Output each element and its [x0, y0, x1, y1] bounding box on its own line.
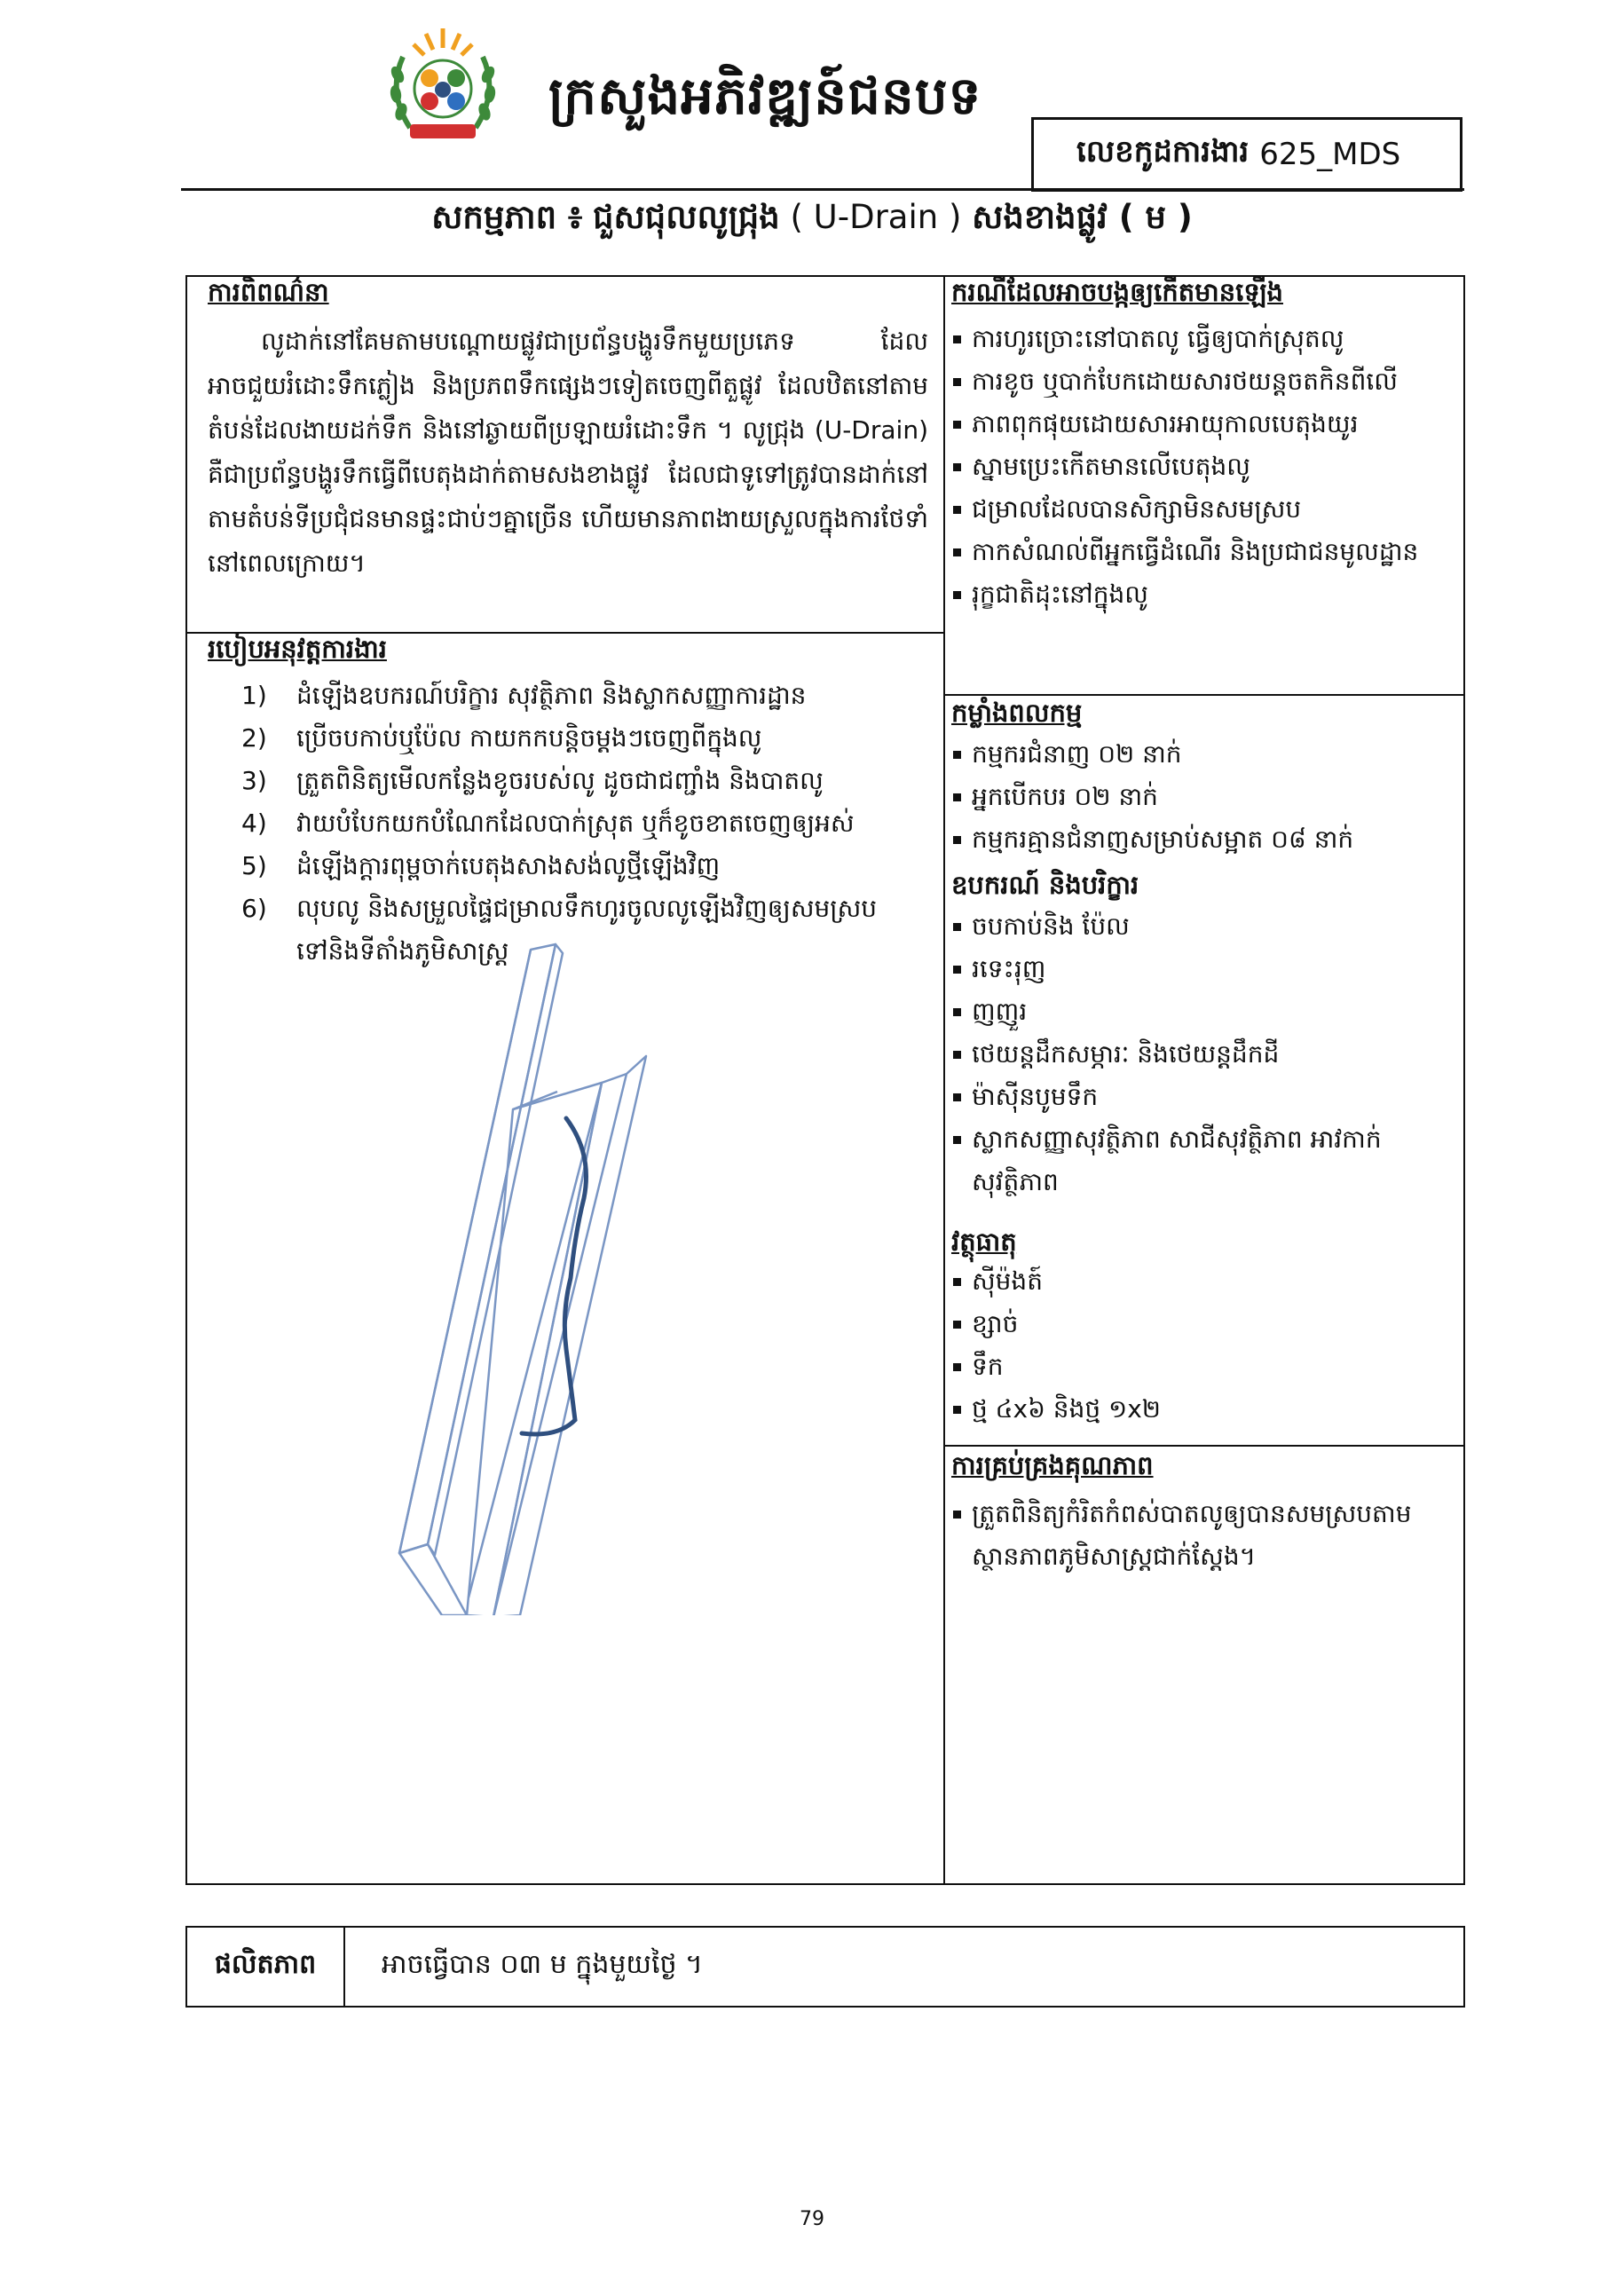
- list-item: ញញួរ: [953, 990, 1450, 1033]
- list-item: ស្នាមប្រេះកើតមានលើបេតុងលូ: [953, 446, 1450, 488]
- productivity-value: អាចធ្វើបាន ០៣ ម ក្នុងមួយថ្ងៃ ។: [382, 1949, 703, 1980]
- right-row-divider-2: [943, 1445, 1463, 1447]
- list-item: ត្រួតពិនិត្យកំរិតកំពស់បាតលូឲ្យបានសមស្របតាមស្ថានភាពភូមិសាស្ត្រជាក់ស្តែង។: [953, 1493, 1450, 1578]
- causes-list: [953, 318, 1450, 616]
- activity-detail: ( U-Drain ): [790, 198, 962, 236]
- description-text: លូដាក់នៅគែមតាមបណ្តោយផ្លូវជាប្រព័ន្ធបង្ហូរទឹកមួយប្រភេទ ដែលអាចជួយរំដោះទឹកភ្លៀង និងប្រភពទឹកផ្សេងៗទៀតចេញពីតួផ្លូវ ដែលឋិតនៅតាមតំបន់ដែលងាយដក់ទឹក និងនៅឆ្ងាយពីប្រឡាយរំដោះទឹក ។ លូជ្រុង (U-Drain) គឺជាប្រព័ន្ធបង្ហូរទឹកធ្វើពីបេតុងដាក់តាមសងខាងផ្លូវ ដែលជាទូទៅត្រូវបានដាក់នៅតាមតំបន់ទីប្រជុំជនមានផ្ទះជាប់ៗគ្នាច្រើន ហើយមានភាពងាយស្រួលក្នុងការថែទាំនៅពេលក្រោយ។: [208, 327, 928, 578]
- method-step: 6) លុបលូ និងសម្រួលផ្ទៃជម្រាលទឹកហូរចូលលូឡើងវិញឲ្យសមស្របទៅនិងទីតាំងភូមិសាស្ត្រ: [241, 894, 878, 966]
- ministry-logo: [383, 21, 502, 144]
- equipment-title: ឧបករណ៍ និងបរិក្ខារ: [951, 870, 1139, 900]
- list-item: រុក្ខជាតិដុះនៅក្នុងលូ: [953, 573, 1450, 616]
- labor-list: [953, 733, 1450, 861]
- list-item: ខ្សាច់: [953, 1303, 1450, 1345]
- method-steps: [241, 674, 934, 973]
- list-item: ស្លាកសញ្ញាសុវត្ថិភាព សាជីសុវត្ថិភាព អាវកាក់សុវត្ថិភាព: [953, 1118, 1450, 1203]
- materials-list: [953, 1260, 1450, 1431]
- method-step: 4) វាយបំបែកយកបំណែកដែលបាក់ស្រុត ឬក៏ខូចខាតចេញឲ្យអស់: [241, 809, 855, 838]
- method-step: 5) ដំឡើងក្តារពុម្ពចាក់បេតុងសាងសង់លូថ្មីឡើងវិញ: [241, 851, 721, 880]
- u-drain-illustration: [380, 941, 735, 1615]
- list-item: ទឹក: [953, 1345, 1450, 1388]
- description-title: ការពិពណ៌នា: [208, 277, 329, 307]
- labor-title: កម្លាំងពលកម្ម: [951, 698, 1083, 728]
- materials-title: វត្ថុធាតុ: [951, 1227, 1017, 1257]
- quality-list: [953, 1493, 1450, 1578]
- column-divider: [943, 277, 945, 1883]
- list-item: ស៊ីម៉ងត៍: [953, 1260, 1450, 1303]
- list-item: កម្មករជំនាញ ០២ នាក់: [953, 733, 1450, 776]
- work-code-value: 625_MDS: [1259, 137, 1401, 172]
- method-step: 1) ដំឡើងឧបករណ៍បរិក្ខារ សុវត្ថិភាព និងស្លាកសញ្ញាការដ្ឋាន: [241, 681, 807, 710]
- activity-title: [0, 197, 1624, 245]
- productivity-label: ផលិតភាព: [187, 1928, 345, 2006]
- productivity-box: [185, 1926, 1465, 2008]
- method-step: 3) ត្រួតពិនិត្យមើលកន្លែងខូចរបស់លូ ដូចជាជញ្ជាំង និងបាតលូ: [241, 766, 824, 795]
- work-code-label: លេខកូដការងារ: [1076, 134, 1250, 170]
- list-item: ការហូរច្រោះនៅបាតលូ ធ្វើឲ្យបាក់ស្រុតលូ: [953, 318, 1450, 360]
- activity-suffix: សងខាងផ្លូវ ( ម ): [972, 198, 1193, 236]
- activity-name: ជួសជុលលូជ្រុង: [593, 198, 780, 236]
- method-step: 2) ប្រើចបកាប់ឬប៉ែល កាយកកបន្តិចម្តងៗចេញពីក្នុងលូ: [241, 723, 762, 753]
- activity-label: សកម្មភាព ៖: [431, 198, 583, 236]
- work-code-box: [1031, 117, 1462, 192]
- list-item: ថេយន្តដឹកសម្ភារៈ និងថេយន្តដឹកដី: [953, 1033, 1450, 1076]
- list-item: ការខូច ឬបាក់បែកដោយសារថយន្តចតកិនពីលើ: [953, 360, 1450, 403]
- list-item: ចបកាប់និង ប៉ែល: [953, 905, 1450, 948]
- list-item: ម៉ាស៊ីនបូមទឹក: [953, 1076, 1450, 1118]
- list-item: អ្នកបើកបរ ០២ នាក់: [953, 776, 1450, 818]
- list-item: កម្មករគ្មានជំនាញសម្រាប់សម្អាត ០៨ នាក់: [953, 818, 1450, 861]
- list-item: រទេះរុញ: [953, 948, 1450, 990]
- list-item: កាកសំណល់ពីអ្នកធ្វើដំណើរ និងប្រជាជនមូលដ្ឋាន: [953, 531, 1450, 573]
- right-row-divider-1: [943, 694, 1463, 696]
- list-item: ជម្រាលដែលបានសិក្សាមិនសមស្រប: [953, 488, 1450, 531]
- causes-title: ករណីដែលអាចបង្កឲ្យកើតមានឡើង: [951, 277, 1283, 307]
- list-item: ភាពពុកផុយដោយសារអាយុកាលបេតុងយូរ: [953, 403, 1450, 446]
- ministry-name: ក្រសួងអភិវឌ្ឍន៍ជនបទ: [548, 66, 982, 126]
- list-item: ថ្ម ៤x៦ និងថ្ម ១x២: [953, 1388, 1450, 1431]
- header-rule: [181, 188, 1464, 191]
- quality-title: ការគ្រប់គ្រងគុណភាព: [951, 1450, 1154, 1480]
- equipment-list: [953, 905, 1450, 1203]
- page-number: 79: [800, 2208, 824, 2230]
- method-title: របៀបអនុវត្តការងារ: [208, 634, 387, 664]
